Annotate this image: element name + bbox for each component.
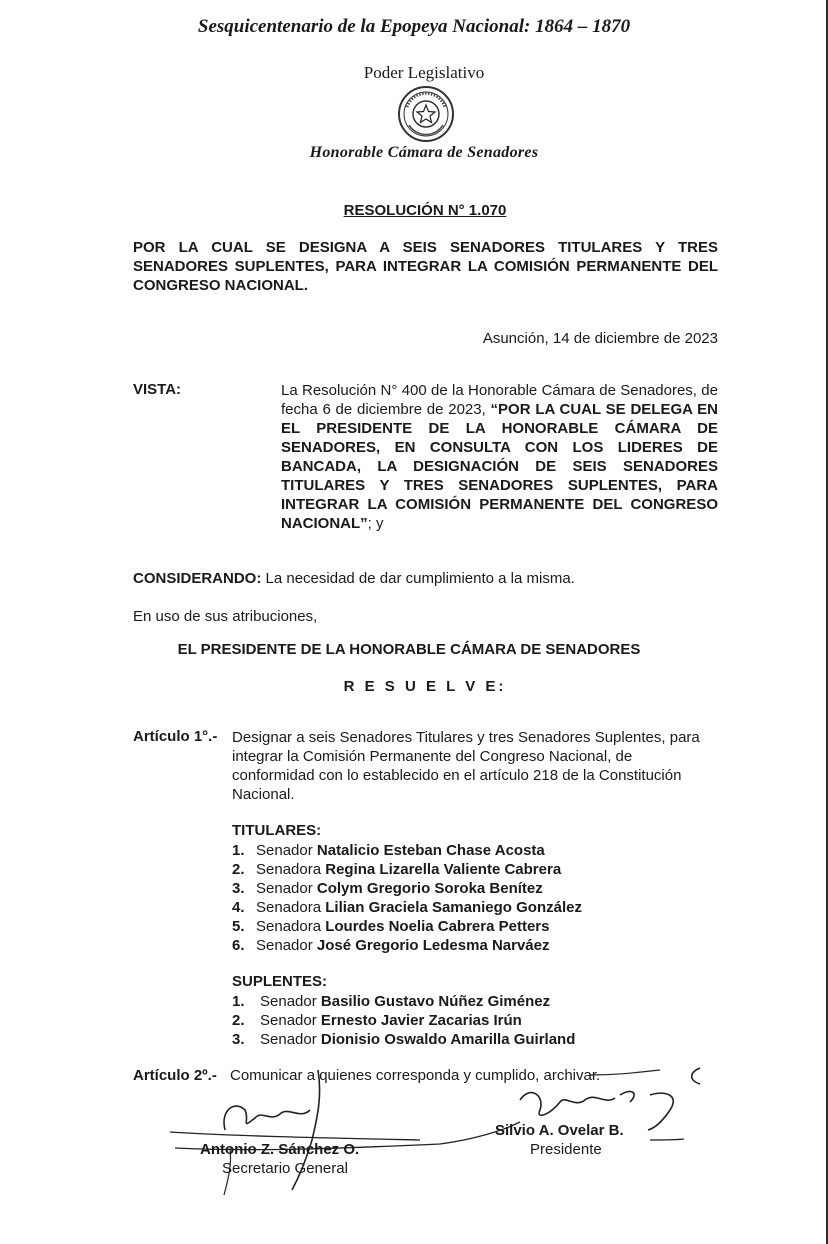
vista-text-plain: La Resolución N° 400 de la Honorable Cámara de Senadores, de fecha 6 de diciembre de 2023, bbox=[281, 382, 718, 418]
titulares-list bbox=[232, 841, 582, 955]
titulares-heading: TITULARES: bbox=[232, 822, 322, 839]
considerando-text: La necesidad de dar cumplimiento a la misma. bbox=[265, 570, 575, 587]
vista-label: VISTA: bbox=[133, 381, 182, 398]
president-name: Silvio A. Ovelar B. bbox=[495, 1122, 624, 1139]
articulo-1-label: Artículo 1°.- bbox=[133, 728, 218, 745]
chamber-title: Honorable Cámara de Senadores bbox=[309, 144, 539, 161]
list-item: 1. Senador Basilio Gustavo Núñez Giménez bbox=[232, 993, 551, 1010]
handwritten-signatures bbox=[0, 1040, 828, 1244]
list-item: 5. Senadora Lourdes Noelia Cabrera Petters bbox=[232, 918, 550, 935]
list-item: 2. Senadora Regina Lizarella Valiente Cabrera bbox=[232, 861, 562, 878]
resolution-number: RESOLUCIÓN N° 1.070 bbox=[343, 202, 507, 219]
branch-title: Poder Legislativo bbox=[363, 63, 485, 82]
suplentes-heading: SUPLENTES: bbox=[232, 973, 328, 990]
list-item: 2. Senador Ernesto Javier Zacarias Irún bbox=[232, 1012, 522, 1029]
list-item: 6. Senador José Gregorio Ledesma Narváez bbox=[232, 937, 550, 954]
national-seal-icon bbox=[397, 85, 455, 143]
list-item: 4. Senadora Lilian Graciela Samaniego González bbox=[232, 899, 582, 916]
articulo-2-text: Comunicar a quienes corresponda y cumplido, archivar. bbox=[230, 1067, 601, 1084]
secretary-name: Antonio Z. Sánchez O. bbox=[200, 1141, 360, 1158]
vista-text-bold: “POR LA CUAL SE DELEGA EN EL PRESIDENTE DE LA HONORABLE CÁMARA DE SENADORES, EN CONSULTA CON LOS LIDERES DE BANCADA, LA DESIGNACIÓN DE SEIS SENADORES TITULARES Y TRES SENADORES SUPLENTES, PARA INTEGRAR LA COMISIÓN PERMANENTE DEL CONGRESO NACIONAL” bbox=[281, 401, 718, 532]
vista-text bbox=[281, 381, 718, 533]
list-item: 3. Senador Dionisio Oswaldo Amarilla Guirland bbox=[232, 1031, 576, 1048]
list-item: 1. Senador Natalicio Esteban Chase Acosta bbox=[232, 842, 545, 859]
list-item: 3. Senador Colym Gregorio Soroka Benítez bbox=[232, 880, 543, 897]
resolution-subject: POR LA CUAL SE DESIGNA A SEIS SENADORES TITULARES Y TRES SENADORES SUPLENTES, PARA INTEGRAR LA COMISIÓN PERMANENTE DEL CONGRESO NACIONAL. bbox=[133, 239, 718, 294]
articulo-1-text: Designar a seis Senadores Titulares y tres Senadores Suplentes, para integrar la Comisión Permanente del Congreso Nacional, de conformidad con lo establecido en el artículo 218 de la Constitución Nacional. bbox=[232, 729, 700, 803]
authority-heading: EL PRESIDENTE DE LA HONORABLE CÁMARA DE SENADORES bbox=[177, 641, 641, 658]
uso-atribuciones: En uso de sus atribuciones, bbox=[133, 608, 318, 625]
president-role: Presidente bbox=[530, 1141, 602, 1158]
motto-header: Sesquicentenario de la Epopeya Nacional: 1864 – 1870 bbox=[197, 16, 631, 37]
vista-text-end: ; y bbox=[367, 515, 384, 532]
considerando-label: CONSIDERANDO: bbox=[133, 570, 262, 587]
articulo-2-label: Artículo 2º.- bbox=[133, 1067, 217, 1084]
resuelve-heading: R E S U E L V E: bbox=[343, 678, 507, 695]
resolution-date: Asunción, 14 de diciembre de 2023 bbox=[482, 330, 718, 347]
secretary-role: Secretario General bbox=[222, 1160, 348, 1177]
considerando bbox=[133, 570, 575, 587]
